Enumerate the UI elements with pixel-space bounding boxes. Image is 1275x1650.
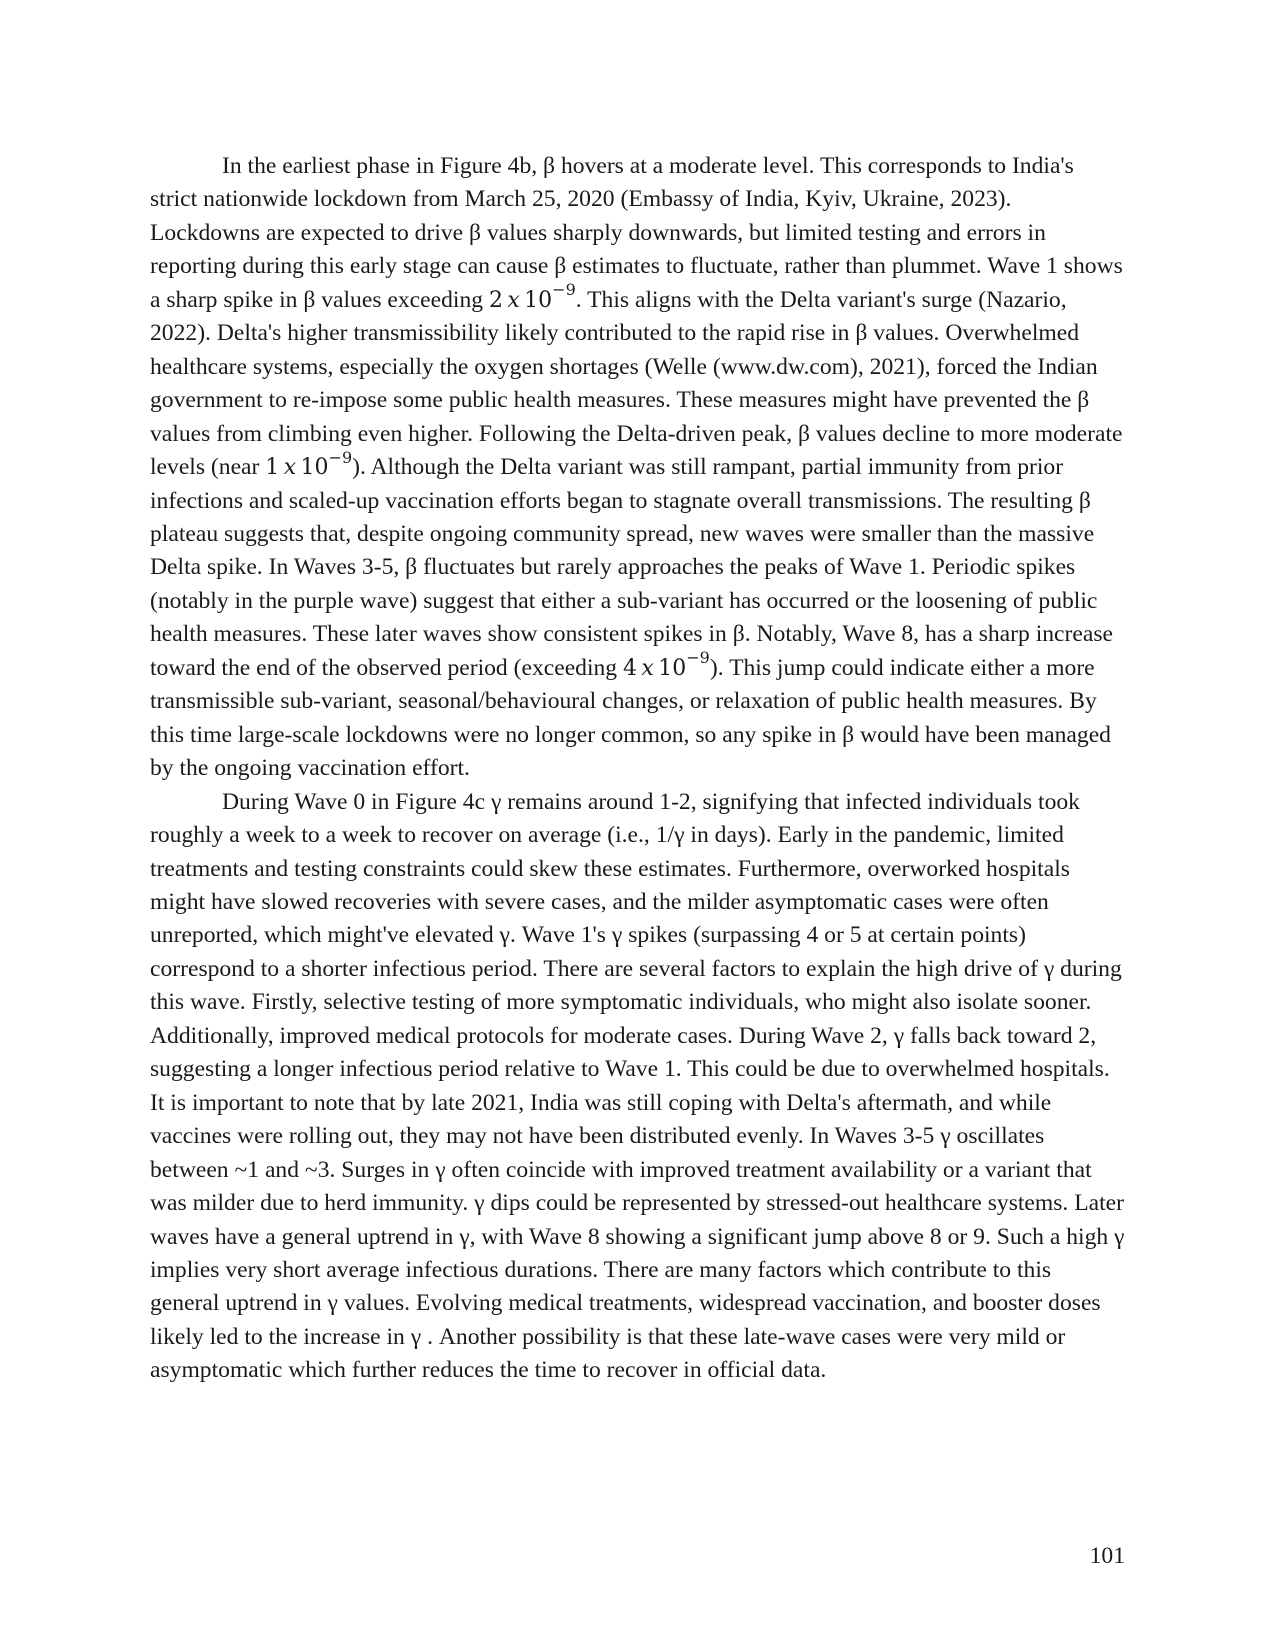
math-expression-2x10e-9 — [488, 280, 576, 313]
math-base: 10 — [300, 455, 329, 481]
math-base: 10 — [524, 287, 553, 313]
math-times: x — [641, 655, 654, 681]
math-coefficient: 2 — [488, 287, 503, 313]
paragraph-gamma: During Wave 0 in Figure 4c γ remains around 1-2, signifying that infected individuals took roughly a week to a week to recover on average (i.e., 1/γ in days). Early in the pandemic, limited treatments and testing constraints could skew these estimates. Furthermore, overworked hospitals might have slowed recoveries with severe cases, and the milder asymptomatic cases were often unreported, which might've elevated γ. Wave 1's γ spikes (surpassing 4 or 5 at certain points) correspond to a shorter infectious period. There are several factors to explain the high drive of γ during this wave. Firstly, selective testing of more symptomatic individuals, who might also isolate sooner. Additionally, improved medical protocols for moderate cases. During Wave 2, γ falls back toward 2, suggesting a longer infectious period relative to Wave 1. This could be due to overwhelmed hospitals. It is important to note that by late 2021, India was still coping with Delta's aftermath, and while vaccines were rolling out, they may not have been distributed evenly. In Waves 3-5 γ oscillates between ~1 and ~3. Surges in γ often coincide with improved treatment availability or a variant that was milder due to herd immunity. γ dips could be represented by stressed-out healthcare systems. Later waves have a general uptrend in γ, with Wave 8 showing a significant jump above 8 or 9. Such a high γ implies very short average infectious durations. There are many factors which contribute to this general uptrend in γ values. Evolving medical treatments, widespread vaccination, and booster doses likely led to the increase in γ . Another possibility is that these late-wave cases were very mild or asymptomatic which further reduces the time to recover in official data. — [150, 788, 1125, 1384]
body-text — [150, 150, 1125, 1388]
math-base: 10 — [658, 655, 687, 681]
math-coefficient: 1 — [265, 455, 280, 481]
paragraph-beta-text-4: ). This jump could indicate either a more transmissible sub-variant, seasonal/behavioural changes, or relaxation of public health measures. By this time large-scale lockdowns were no longer common, so any spike in β would have been managed by the ongoing vaccination effort. — [150, 654, 1111, 782]
math-times: x — [507, 287, 520, 313]
paragraph-beta-text-3: ). Although the Delta variant was still rampant, partial immunity from prior infections and scaled-up vaccination efforts began to stagnate overall transmissions. The resulting β plateau suggests that, despite ongoing community spread, new waves were smaller than the massive Delta spike. In Waves 3-5, β fluctuates but rarely approaches the peaks of Wave 1. Periodic spikes (notably in the purple wave) suggest that either a sub-variant has occurred or the loosening of public health measures. These later waves show consistent spikes in β. Notably, Wave 8, has a sharp increase toward the end of the observed period (exceeding — [150, 454, 1113, 681]
math-exponent: −9 — [328, 447, 353, 467]
math-exponent: −9 — [552, 280, 576, 300]
math-expression-4x10e-9 — [623, 648, 710, 681]
math-times: x — [283, 455, 297, 481]
paragraph-beta-text-1: In the earliest phase in Figure 4b, β hovers at a moderate level. This corresponds to India's strict nationwide lockdown from March 25, 2020 (Embassy of India, Kyiv, Ukraine, 2023). Lockdowns are expected to drive β values sharply downwards, but limited testing and errors in reporting during this early stage can cause β estimates to fluctuate, rather than plummet. Wave 1 shows a sharp spike in β values exceeding — [150, 153, 1123, 313]
paragraph-beta — [150, 150, 1125, 786]
math-exponent: −9 — [686, 648, 710, 668]
paragraph-beta-text-2: . This aligns with the Delta variant's surge (Nazario, 2022). Delta's higher transmissibility likely contributed to the rapid rise in β values. Overwhelmed healthcare systems, especially the oxygen shortages (Welle (www.dw.com), 2021), forced the Indian government to re-impose some public health measures. These measures might have prevented the β values from climbing even higher. Following the Delta-driven peak, β values decline to more moderate levels (near — [150, 286, 1123, 481]
page-number: 101 — [1089, 1543, 1125, 1569]
math-expression-1x10e-9 — [265, 447, 353, 481]
math-coefficient: 4 — [623, 655, 638, 681]
